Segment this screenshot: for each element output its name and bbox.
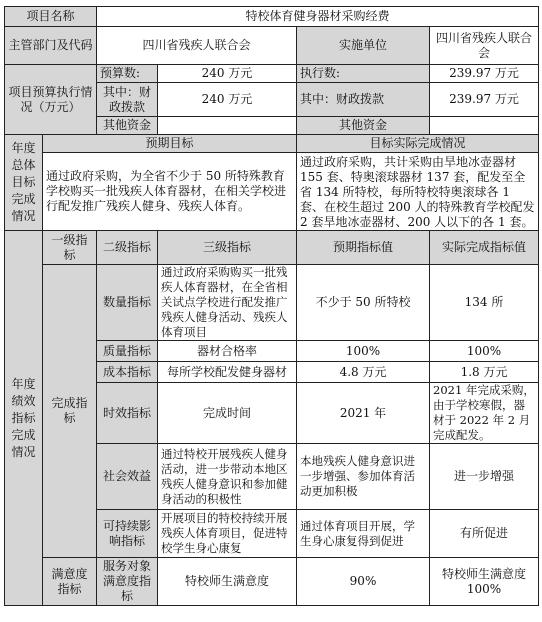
expected-value-header: 预期指标值 [297, 231, 430, 265]
level1-header: 一级指标 [43, 231, 97, 265]
expected-cell: 本地残疾人健身意识进一步增强、参加体育活动更加积极 [297, 444, 430, 510]
expected-cell: 通过体育项目开展，学生身心康复得到促进 [297, 510, 430, 558]
level2-header: 二级指标 [97, 231, 158, 265]
level3-cell: 通过特校开展残疾人健身活动，进一步带动本地区残疾人健身意识和参加健身活动的积极性 [158, 444, 297, 510]
actual-goal-header: 目标实际完成情况 [297, 135, 539, 153]
level3-cell: 通过政府采购购买一批残疾人体育器材，在全省相关试点学校进行配发推广残疾人健身活动、残疾人体育项目 [158, 265, 297, 341]
actual-cell: 特校师生满意度 100% [430, 558, 539, 606]
level2-cell: 可持续影响指标 [97, 510, 158, 558]
performance-header-row [5, 231, 539, 265]
project-name-label: 项目名称 [5, 7, 97, 27]
actual-cell: 1.8 万元 [430, 362, 539, 383]
performance-table [4, 6, 539, 606]
level3-cell: 器材合格率 [158, 341, 297, 362]
level3-cell: 完成时间 [158, 383, 297, 444]
department-label: 主管部门及代码 [5, 27, 97, 65]
fiscal-budget-label: 其中：财政拨款 [97, 83, 158, 117]
level2-cell: 数量指标 [97, 265, 158, 341]
fiscal-exec-label: 其中：财政拨款 [297, 83, 430, 117]
expected-cell: 2021 年 [297, 383, 430, 444]
performance-label: 年度绩效指标完成情况 [5, 231, 43, 606]
expected-cell: 不少于 50 所特校 [297, 265, 430, 341]
satisfaction-label: 满意度指标 [43, 558, 97, 606]
annual-goal-content-row [5, 153, 539, 231]
actual-cell: 有所促进 [430, 510, 539, 558]
other-funds-exec-value [430, 117, 539, 135]
level2-cell: 质量指标 [97, 341, 158, 362]
level3-header: 三级指标 [158, 231, 297, 265]
project-name-row [5, 7, 539, 27]
budget-label: 项目预算执行情况（万元） [5, 65, 97, 135]
completion-label: 完成指标 [43, 265, 97, 558]
level3-cell: 特校师生满意度 [158, 558, 297, 606]
unit-value: 四川省残疾人联合会 [430, 27, 539, 65]
actual-cell: 134 所 [430, 265, 539, 341]
annual-goal-header-row [5, 135, 539, 153]
actual-value-header: 实际完成指标值 [430, 231, 539, 265]
department-row [5, 27, 539, 65]
level2-cell: 成本指标 [97, 362, 158, 383]
other-funds-exec-label: 其他资金 [297, 117, 430, 135]
level2-cell: 时效指标 [97, 383, 158, 444]
level2-cell: 社会效益 [97, 444, 158, 510]
project-name-value: 特校体育健身器材采购经费 [97, 7, 539, 27]
budget-amount-label: 预算数: [97, 65, 158, 83]
actual-goal-text: 通过政府采购，共计采购由旱地冰壶器材 155 套、特奥滚球器材 137 套，配发至全省 134 所特校，每所特校特奥滚球各 1 套、在校生超过 200 人的特殊教育学校配发 2 套旱地冰壶器材、200 人以下的各 1 套。 [297, 153, 539, 231]
department-value: 四川省残疾人联合会 [97, 27, 297, 65]
expected-goal-text: 通过政府采购，为全省不少于 50 所特殊教育学校购买一批残疾人体育器材，在相关学校进行配发推广残疾人健身、残疾人体育。 [43, 153, 297, 231]
budget-row [5, 65, 539, 83]
table-row [5, 558, 539, 606]
unit-label: 实施单位 [297, 27, 430, 65]
fiscal-budget-value: 240 万元 [158, 83, 297, 117]
actual-cell: 进一步增强 [430, 444, 539, 510]
table-row [5, 265, 539, 341]
actual-cell: 2021 年完成采购，由于学校寒假，器材于 2022 年 2 月完成配发。 [430, 383, 539, 444]
exec-amount-value: 239.97 万元 [430, 65, 539, 83]
exec-amount-label: 执行数: [297, 65, 430, 83]
other-funds-budget-value [158, 117, 297, 135]
expected-goal-header: 预期目标 [43, 135, 297, 153]
budget-amount-value: 240 万元 [158, 65, 297, 83]
level3-cell: 开展项目的特校持续开展残疾人体育项目，促进特校学生身心康复 [158, 510, 297, 558]
expected-cell: 90% [297, 558, 430, 606]
expected-cell: 4.8 万元 [297, 362, 430, 383]
fiscal-exec-value: 239.97 万元 [430, 83, 539, 117]
annual-goal-label: 年度总体目标完成情况 [5, 135, 43, 231]
level2-cell: 服务对象满意度指标 [97, 558, 158, 606]
expected-cell: 100% [297, 341, 430, 362]
level3-cell: 每所学校配发健身器材 [158, 362, 297, 383]
other-funds-label: 其他资金 [97, 117, 158, 135]
actual-cell: 100% [430, 341, 539, 362]
